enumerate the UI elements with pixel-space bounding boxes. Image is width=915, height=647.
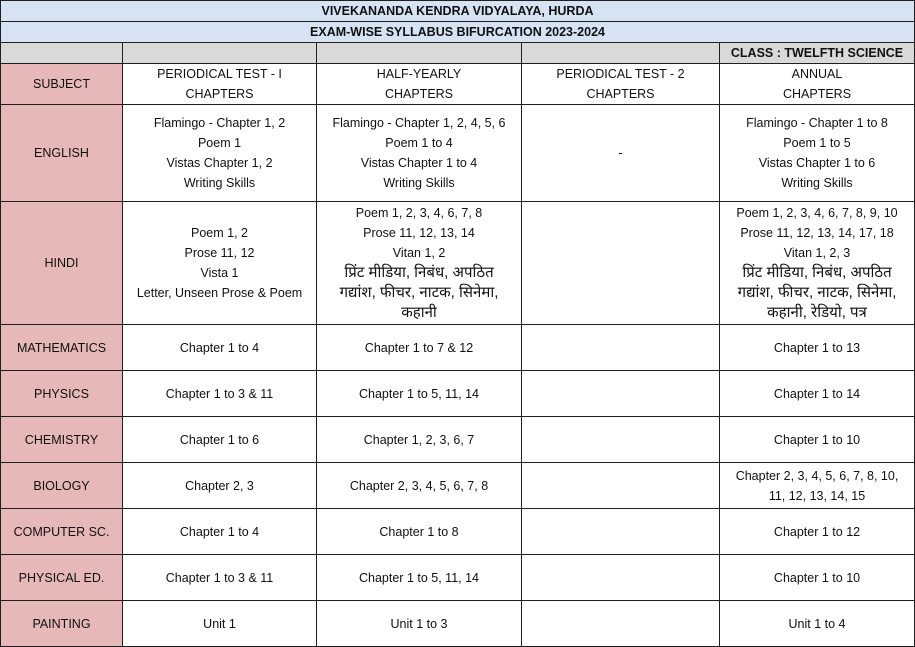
school-name: VIVEKANANDA KENDRA VIDYALAYA, HURDA [1,1,915,22]
subject-physical-education: PHYSICAL ED. [1,555,123,601]
biology-pt1: Chapter 2, 3 [123,463,317,509]
cell-line: Vitan 1, 2, 3 [783,246,851,260]
blank-cell [522,43,720,64]
header-half-title: HALF-YEARLY [376,67,462,81]
cell-line: Poem 1, 2, 3, 4, 6, 7, 8 [355,206,483,220]
hindi-pt2 [522,202,720,325]
biology-pt2 [522,463,720,509]
table-row [1,463,915,509]
header-annual-title: ANNUAL [791,67,843,81]
subject-computer-science: COMPUTER SC. [1,509,123,555]
cell-line: Writing Skills [781,176,853,190]
chemistry-half-yearly: Chapter 1, 2, 3, 6, 7 [317,417,522,463]
subject-english: ENGLISH [1,105,123,202]
cell-line-hindi: कहानी [401,304,437,321]
table-row [1,371,915,417]
cell-line: Poem 1 to 5 [783,136,851,150]
physics-pt1: Chapter 1 to 3 & 11 [123,371,317,417]
chemistry-pt1: Chapter 1 to 6 [123,417,317,463]
header-pt2-title: PERIODICAL TEST - 2 [556,67,685,81]
blank-cell [123,43,317,64]
cell-line: Prose 11, 12, 13, 14 [363,226,475,240]
header-row [1,64,915,105]
subject-biology: BIOLOGY [1,463,123,509]
subject-hindi: HINDI [1,202,123,325]
physics-pt2 [522,371,720,417]
cell-line: Flamingo - Chapter 1, 2 [153,116,286,130]
physical-ed-pt1: Chapter 1 to 3 & 11 [123,555,317,601]
cell-line: Flamingo - Chapter 1 to 8 [746,116,888,130]
computer-annual: Chapter 1 to 12 [720,509,915,555]
header-half-yearly [317,64,522,105]
header-pt2-sub: CHAPTERS [586,87,655,101]
class-label: CLASS : TWELFTH SCIENCE [720,43,915,64]
blank-cell [1,43,123,64]
english-half-yearly [317,105,522,202]
painting-half-yearly: Unit 1 to 3 [317,601,522,647]
mathematics-half-yearly: Chapter 1 to 7 & 12 [317,325,522,371]
table-row [1,105,915,202]
subject-chemistry: CHEMISTRY [1,417,123,463]
cell-line: Poem 1, 2 [191,226,248,240]
cell-line: Writing Skills [383,176,455,190]
painting-annual: Unit 1 to 4 [720,601,915,647]
header-pt2 [522,64,720,105]
blank-cell [317,43,522,64]
english-pt1 [123,105,317,202]
subject-physics: PHYSICS [1,371,123,417]
table-row [1,601,915,647]
cell-line: Poem 1, 2, 3, 4, 6, 7, 8, 9, 10 [736,206,898,220]
document-title: EXAM-WISE SYLLABUS BIFURCATION 2023-2024 [1,22,915,43]
cell-line-hindi: गद्यांश, फीचर, नाटक, सिनेमा, [737,284,897,301]
physical-ed-annual: Chapter 1 to 10 [720,555,915,601]
header-pt1-title: PERIODICAL TEST - I [157,67,282,81]
cell-line: Vista 1 [200,266,239,280]
header-annual-sub: CHAPTERS [782,87,852,101]
cell-line: Vitan 1, 2 [392,246,446,260]
cell-line-hindi: गद्यांश, फीचर, नाटक, सिनेमा, [339,284,499,301]
mathematics-annual: Chapter 1 to 13 [720,325,915,371]
chemistry-annual: Chapter 1 to 10 [720,417,915,463]
cell-line-hindi: प्रिंट मीडिया, निबंध, अपठित [344,264,494,281]
mathematics-pt1: Chapter 1 to 4 [123,325,317,371]
cell-line: Vistas Chapter 1 to 6 [758,156,876,170]
cell-line: Prose 11, 12, 13, 14, 17, 18 [740,226,894,240]
chemistry-pt2 [522,417,720,463]
cell-line: Letter, Unseen Prose & Poem [136,286,303,300]
cell-line-hindi: कहानी, रेडियो, पत्र [767,304,867,321]
cell-line: Writing Skills [183,176,256,190]
computer-pt2 [522,509,720,555]
english-annual [720,105,915,202]
table-row [1,417,915,463]
hindi-annual [720,202,915,325]
table-row [1,509,915,555]
biology-annual [720,463,915,509]
painting-pt1: Unit 1 [123,601,317,647]
header-pt1-sub: CHAPTERS [185,87,254,101]
cell-line: Vistas Chapter 1, 2 [166,156,273,170]
cell-line: Flamingo - Chapter 1, 2, 4, 5, 6 [332,116,506,130]
painting-pt2 [522,601,720,647]
header-half-sub: CHAPTERS [384,87,454,101]
physical-ed-half-yearly: Chapter 1 to 5, 11, 14 [317,555,522,601]
cell-line: Chapter 2, 3, 4, 5, 6, 7, 8, 10, [735,468,899,483]
physical-ed-pt2 [522,555,720,601]
subject-painting: PAINTING [1,601,123,647]
table-row [1,555,915,601]
cell-line: Prose 11, 12 [184,246,255,260]
physics-half-yearly: Chapter 1 to 5, 11, 14 [317,371,522,417]
biology-half-yearly: Chapter 2, 3, 4, 5, 6, 7, 8 [317,463,522,509]
table-row [1,325,915,371]
computer-half-yearly: Chapter 1 to 8 [317,509,522,555]
table-row [1,202,915,325]
hindi-pt1 [123,202,317,325]
computer-pt1: Chapter 1 to 4 [123,509,317,555]
header-subject: SUBJECT [1,64,123,105]
cell-line-hindi: प्रिंट मीडिया, निबंध, अपठित [742,264,892,281]
cell-line: 11, 12, 13, 14, 15 [768,488,866,503]
hindi-half-yearly [317,202,522,325]
cell-line: Poem 1 [197,136,242,150]
physics-annual: Chapter 1 to 14 [720,371,915,417]
cell-line: Poem 1 to 4 [385,136,453,150]
header-pt1 [123,64,317,105]
header-annual [720,64,915,105]
english-pt2: - [522,105,720,202]
cell-line: Vistas Chapter 1 to 4 [360,156,478,170]
subject-mathematics: MATHEMATICS [1,325,123,371]
mathematics-pt2 [522,325,720,371]
